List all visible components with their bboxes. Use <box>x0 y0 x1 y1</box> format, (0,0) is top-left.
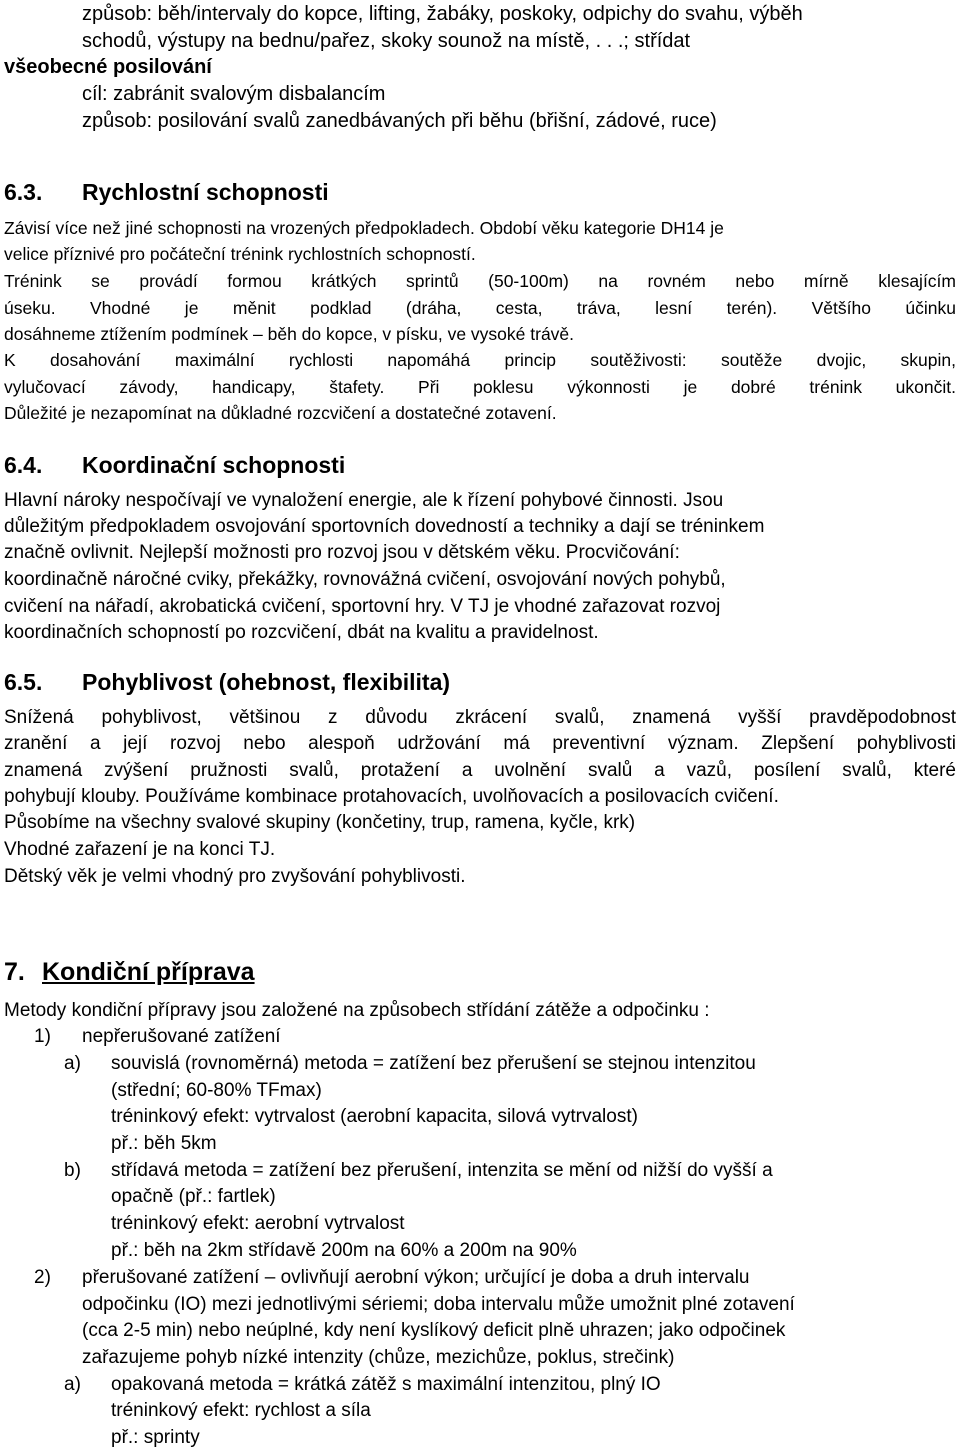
section-title: Koordinační schopnosti <box>82 452 346 478</box>
sublist-line: př.: sprinty <box>111 1427 200 1448</box>
paragraph-line: Snížená pohyblivost, většinou z důvodu zkrácení svalů, znamená vyšší pravděpodobnost <box>4 707 956 728</box>
section-title: Rychlostní schopnosti <box>82 179 329 205</box>
intro-line: schodů, výstupy na bednu/pařez, skoky sounož na místě, . . .; střídat <box>82 30 691 52</box>
section-number: 6.3. <box>4 179 43 205</box>
section-number: 6.4. <box>4 452 43 478</box>
paragraph-line: Dětský věk je velmi vhodný pro zvyšování pohyblivosti. <box>4 866 466 887</box>
paragraph-line: úseku. Vhodné je měnit podklad (dráha, cesta, tráva, lesní terén). Většího účinku <box>4 298 956 318</box>
sublist-line: tréninkový efekt: vytrvalost (aerobní kapacita, silová vytrvalost) <box>111 1106 638 1127</box>
paragraph-line: dosáhneme ztížením podmínek – běh do kopce, v písku, ve vysoké trávě. <box>4 324 575 344</box>
intro-method: způsob: posilování svalů zanedbávaných při běhu (břišní, zádové, ruce) <box>82 110 717 132</box>
paragraph-line: koordinačně náročné cviky, překážky, rovnovážná cvičení, osvojování nových pohybů, <box>4 569 726 590</box>
intro-goal: cíl: zabránit svalovým disbalancím <box>82 83 386 105</box>
section-number: 6.5. <box>4 669 43 695</box>
chapter-intro: Metody kondiční přípravy jsou založené na způsobech střídání zátěže a odpočinku : <box>4 1000 710 1021</box>
paragraph-line: zranění a její rozvoj nebo alespoň udržování má preventivní význam. Zlepšení pohyblivosti <box>4 733 956 754</box>
paragraph-line: Důležité je nezapomínat na důkladné rozcvičení a dostatečné zotavení. <box>4 403 557 423</box>
list-item-title: nepřerušované zatížení <box>82 1026 281 1047</box>
paragraph-line: Hlavní nároky nespočívají ve vynaložení energie, ale k řízení pohybové činnosti. Jsou <box>4 490 724 511</box>
list-item-line: přerušované zatížení – ovlivňují aerobní výkon; určující je doba a druh intervalu <box>82 1267 750 1288</box>
list-item-line: odpočinku (IO) mezi jednotlivými sériemi; doba intervalu může umožnit plné zotavení <box>82 1294 795 1315</box>
paragraph-line: pohybují klouby. Používáme kombinace protahovacích, uvolňovacích a posilovacích cvičení. <box>4 786 779 807</box>
paragraph-line: Závisí více než jiné schopnosti na vrozených předpokladech. Období věku kategorie DH14 je <box>4 218 724 238</box>
intro-heading: všeobecné posilování <box>4 56 212 78</box>
paragraph-line: Působíme na všechny svalové skupiny (končetiny, trup, ramena, kyčle, krk) <box>4 812 636 833</box>
sublist-marker: a) <box>64 1374 81 1395</box>
chapter-title: Kondiční příprava <box>42 958 255 986</box>
sublist-line: tréninkový efekt: aerobní vytrvalost <box>111 1213 405 1234</box>
paragraph-line: cvičení na nářadí, akrobatická cvičení, sportovní hry. V TJ je vhodné zařazovat rozvoj <box>4 596 721 617</box>
paragraph-line: důležitým předpokladem osvojování sportovních dovedností a techniky a dají se tréninkem <box>4 516 765 537</box>
sublist-line: střídavá metoda = zatížení bez přerušení, intenzita se mění od nižší do vyšší a <box>111 1160 773 1181</box>
intro-line: způsob: běh/intervaly do kopce, lifting, žabáky, poskoky, odpichy do svahu, výběh <box>82 3 803 25</box>
sublist-line: opakovaná metoda = krátká zátěž s maximální intenzitou, plný IO <box>111 1374 661 1395</box>
paragraph-line: Trénink se provádí formou krátkých sprintů (50-100m) na rovném nebo mírně klesajícím <box>4 271 956 291</box>
paragraph-line: koordinačních schopností po rozcvičení, dbát na kvalitu a pravidelnost. <box>4 622 599 643</box>
list-marker: 2) <box>34 1267 51 1288</box>
list-marker: 1) <box>34 1026 51 1047</box>
sublist-marker: a) <box>64 1053 81 1074</box>
paragraph-line: znamená zvýšení pružnosti svalů, protažení a uvolnění svalů a vazů, posílení svalů, které <box>4 760 956 781</box>
chapter-number: 7. <box>4 958 25 986</box>
sublist-line: tréninkový efekt: rychlost a síla <box>111 1400 371 1421</box>
paragraph-line: vylučovací závody, handicapy, štafety. Při poklesu výkonnosti je dobré trénink ukončit. <box>4 377 956 397</box>
paragraph-line: K dosahování maximální rychlosti napomáhá princip soutěživosti: soutěže dvojic, skupin, <box>4 350 956 370</box>
list-item-line: (cca 2-5 min) nebo neúplné, kdy není kyslíkový deficit plně uhrazen; jako odpočinek <box>82 1320 786 1341</box>
paragraph-line: značně ovlivnit. Nejlepší možnosti pro rozvoj jsou v dětském věku. Procvičování: <box>4 542 680 563</box>
sublist-line: př.: běh na 2km střídavě 200m na 60% a 200m na 90% <box>111 1240 577 1261</box>
section-title: Pohyblivost (ohebnost, flexibilita) <box>82 669 451 695</box>
paragraph-line: velice příznivé pro počáteční trénink rychlostních schopností. <box>4 244 476 264</box>
sublist-line: souvislá (rovnoměrná) metoda = zatížení bez přerušení se stejnou intenzitou <box>111 1053 756 1074</box>
sublist-marker: b) <box>64 1160 81 1181</box>
paragraph-line: Vhodné zařazení je na konci TJ. <box>4 839 276 860</box>
sublist-line: opačně (př.: fartlek) <box>111 1186 276 1207</box>
sublist-line: př.: běh 5km <box>111 1133 217 1154</box>
sublist-line: (střední; 60-80% TFmax) <box>111 1080 322 1101</box>
list-item-line: zařazujeme pohyb nízké intenzity (chůze, mezichůze, poklus, strečink) <box>82 1347 675 1368</box>
